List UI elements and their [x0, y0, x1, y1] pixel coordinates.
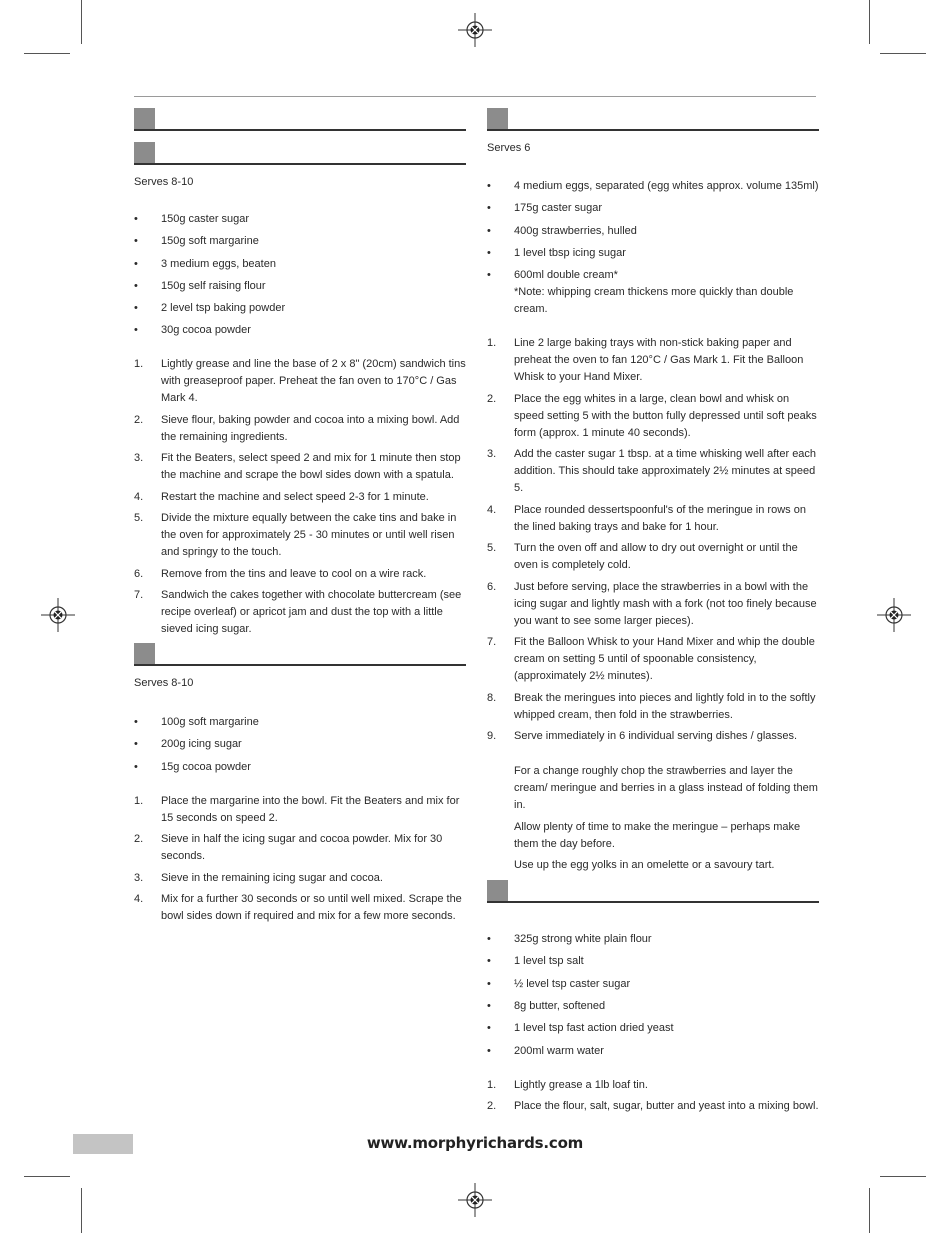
subheader-bar [134, 142, 466, 165]
tip-text: For a change roughly chop the strawberries and layer the cream/ meringue and berries in a glass instead of folding them in. [514, 765, 818, 812]
section-marker [487, 880, 508, 901]
ingredient-item: • 200g icing sugar [134, 738, 242, 751]
ingredient-item: • 1 level tsp fast action dried yeast [487, 1022, 674, 1035]
cream-note: *Note: whipping cream thickens more quickly than double cream. [514, 286, 794, 316]
ingredient-item: • 3 medium eggs, beaten [134, 257, 276, 270]
method-step: 4. Restart the machine and select speed 2-3 for 1 minute. [134, 490, 429, 503]
ingredient-item: • 1 level tbsp icing sugar [487, 246, 626, 259]
method-step: 2. Sieve in half the icing sugar and cocoa powder. Mix for 30 seconds. [134, 833, 443, 863]
crop-mark [24, 53, 70, 54]
recipe-header-bar [487, 880, 819, 903]
top-rule [134, 96, 816, 97]
ingredient-list [134, 211, 466, 339]
crop-mark [880, 53, 926, 54]
method-step: 6. Just before serving, place the strawberries in a bowl with the icing sugar and lightly mash with a fork (not too finely because you want to see some larger pieces). [487, 580, 817, 627]
crop-mark [24, 1176, 70, 1177]
registration-mark-icon [877, 598, 911, 632]
method-step: 2. Place the egg whites in a large, clean bowl and whisk on speed setting 5 with the button fully depressed until soft peaks form (approx. 1 minute 40 seconds). [487, 392, 817, 439]
ingredient-item: • 15g cocoa powder [134, 760, 251, 773]
crop-mark [81, 1188, 82, 1233]
method-step: 3. Add the caster sugar 1 tbsp. at a time whisking well after each addition. This should take approximately 2½ minutes at speed 5. [487, 448, 817, 495]
ingredient-list [134, 714, 466, 776]
ingredient-item: • 400g strawberries, hulled [487, 224, 637, 237]
ingredient-item: • 600ml double cream* *Note: whipping cream thickens more quickly than double cream. [487, 267, 819, 318]
crop-mark [880, 1176, 926, 1177]
crop-mark [869, 1188, 870, 1233]
recipe-header-bar [134, 108, 466, 131]
method-step: 8. Break the meringues into pieces and lightly fold in to the softly whipped cream, then fold in the strawberries. [487, 691, 816, 721]
serves-label: Serves 8-10 [134, 176, 194, 188]
method-step: 3. Sieve in the remaining icing sugar and cocoa. [134, 871, 383, 884]
section-marker [487, 108, 508, 129]
left-column [134, 108, 466, 930]
method-list [487, 1077, 819, 1116]
ingredient-item: • ½ level tsp caster sugar [487, 977, 631, 990]
ingredient-list [487, 178, 819, 318]
ingredient-item: • 325g strong white plain flour [487, 933, 652, 946]
method-step: 2. Place the flour, salt, sugar, butter and yeast into a mixing bowl. [487, 1100, 819, 1113]
recipe-header-bar [487, 108, 819, 131]
method-step: 4. Mix for a further 30 seconds or so until well mixed. Scrape the bowl sides down if required and mix for a few more seconds. [134, 893, 462, 923]
ingredient-item: • 1 level tsp salt [487, 955, 584, 968]
section-marker [134, 142, 155, 163]
ingredient-item: • 150g caster sugar [134, 213, 250, 225]
ingredient-item: • 200ml warm water [487, 1044, 604, 1057]
ingredient-item: • 175g caster sugar [487, 202, 603, 215]
method-step: 7. Sandwich the cakes together with chocolate buttercream (see recipe overleaf) or apricot jam and dust the top with a little sieved icing sugar. [134, 589, 462, 636]
method-list [134, 793, 466, 926]
ingredient-item: • 4 medium eggs, separated (egg whites approx. volume 135ml) [487, 180, 819, 192]
ingredient-item: • 150g soft margarine [134, 235, 259, 248]
tip-text: Allow plenty of time to make the meringue – perhaps make them the day before. [514, 820, 801, 850]
method-step: 6. Remove from the tins and leave to cool on a wire rack. [134, 567, 427, 580]
recipe-header-bar [134, 643, 466, 666]
ingredient-item: • 2 level tsp baking powder [134, 302, 286, 315]
registration-mark-icon [458, 1183, 492, 1217]
crop-mark [869, 0, 870, 44]
method-list [487, 335, 819, 745]
section-marker [134, 643, 155, 664]
registration-mark-icon [41, 598, 75, 632]
ingredient-item: • 30g cocoa powder [134, 324, 251, 337]
method-step: 5. Divide the mixture equally between the cake tins and bake in the oven for approximately 25 - 30 minutes or until well risen and springy to the touch. [134, 512, 457, 559]
serves-label: Serves 8-10 [134, 676, 194, 689]
section-marker [134, 108, 155, 129]
tip-text: Use up the egg yolks in an omelette or a savoury tart. [514, 859, 775, 872]
ingredient-list [487, 931, 819, 1059]
method-step: 4. Place rounded dessertspoonful's of the meringue in rows on the lined baking trays and bake for 1 hour. [487, 503, 806, 533]
tips-block [487, 763, 819, 874]
method-step: 1. Lightly grease a 1lb loaf tin. [487, 1078, 648, 1091]
method-step: 9. Serve immediately in 6 individual serving dishes / glasses. [487, 730, 798, 743]
method-step: 1. Place the margarine into the bowl. Fit the Beaters and mix for 15 seconds on speed 2. [134, 794, 460, 824]
method-step: 2. Sieve flour, baking powder and cocoa into a mixing bowl. Add the remaining ingredients. [134, 413, 460, 443]
ingredient-item: • 150g self raising flour [134, 279, 266, 292]
method-step: 5. Turn the oven off and allow to dry out overnight or until the oven is completely cold. [487, 542, 798, 572]
right-column [487, 108, 819, 1120]
method-list [134, 356, 466, 638]
ingredient-item: • 8g butter, softened [487, 1000, 606, 1013]
method-step: 1. Lightly grease and line the base of 2 x 8" (20cm) sandwich tins with greaseproof paper. Preheat the fan oven to 170°C / Gas Mark 4. [134, 358, 466, 405]
ingredient-item: • 100g soft margarine [134, 715, 259, 728]
method-step: 1. Line 2 large baking trays with non-stick baking paper and preheat the oven to fan 120°C / Gas Mark 1. Fit the Balloon Whisk to your Hand Mixer. [487, 337, 804, 384]
footer-url[interactable]: www.morphyrichards.com [366, 1134, 584, 1152]
serves-label: Serves 6 [487, 142, 531, 154]
method-step: 3. Fit the Beaters, select speed 2 and mix for 1 minute then stop the machine and scrape the bowl sides down with a spatula. [134, 452, 461, 482]
crop-mark [81, 0, 82, 44]
method-step: 7. Fit the Balloon Whisk to your Hand Mixer and whip the double cream on setting 5 until of spoonable consistency, (approximately 2½ minutes). [487, 636, 815, 683]
registration-mark-icon [458, 13, 492, 47]
